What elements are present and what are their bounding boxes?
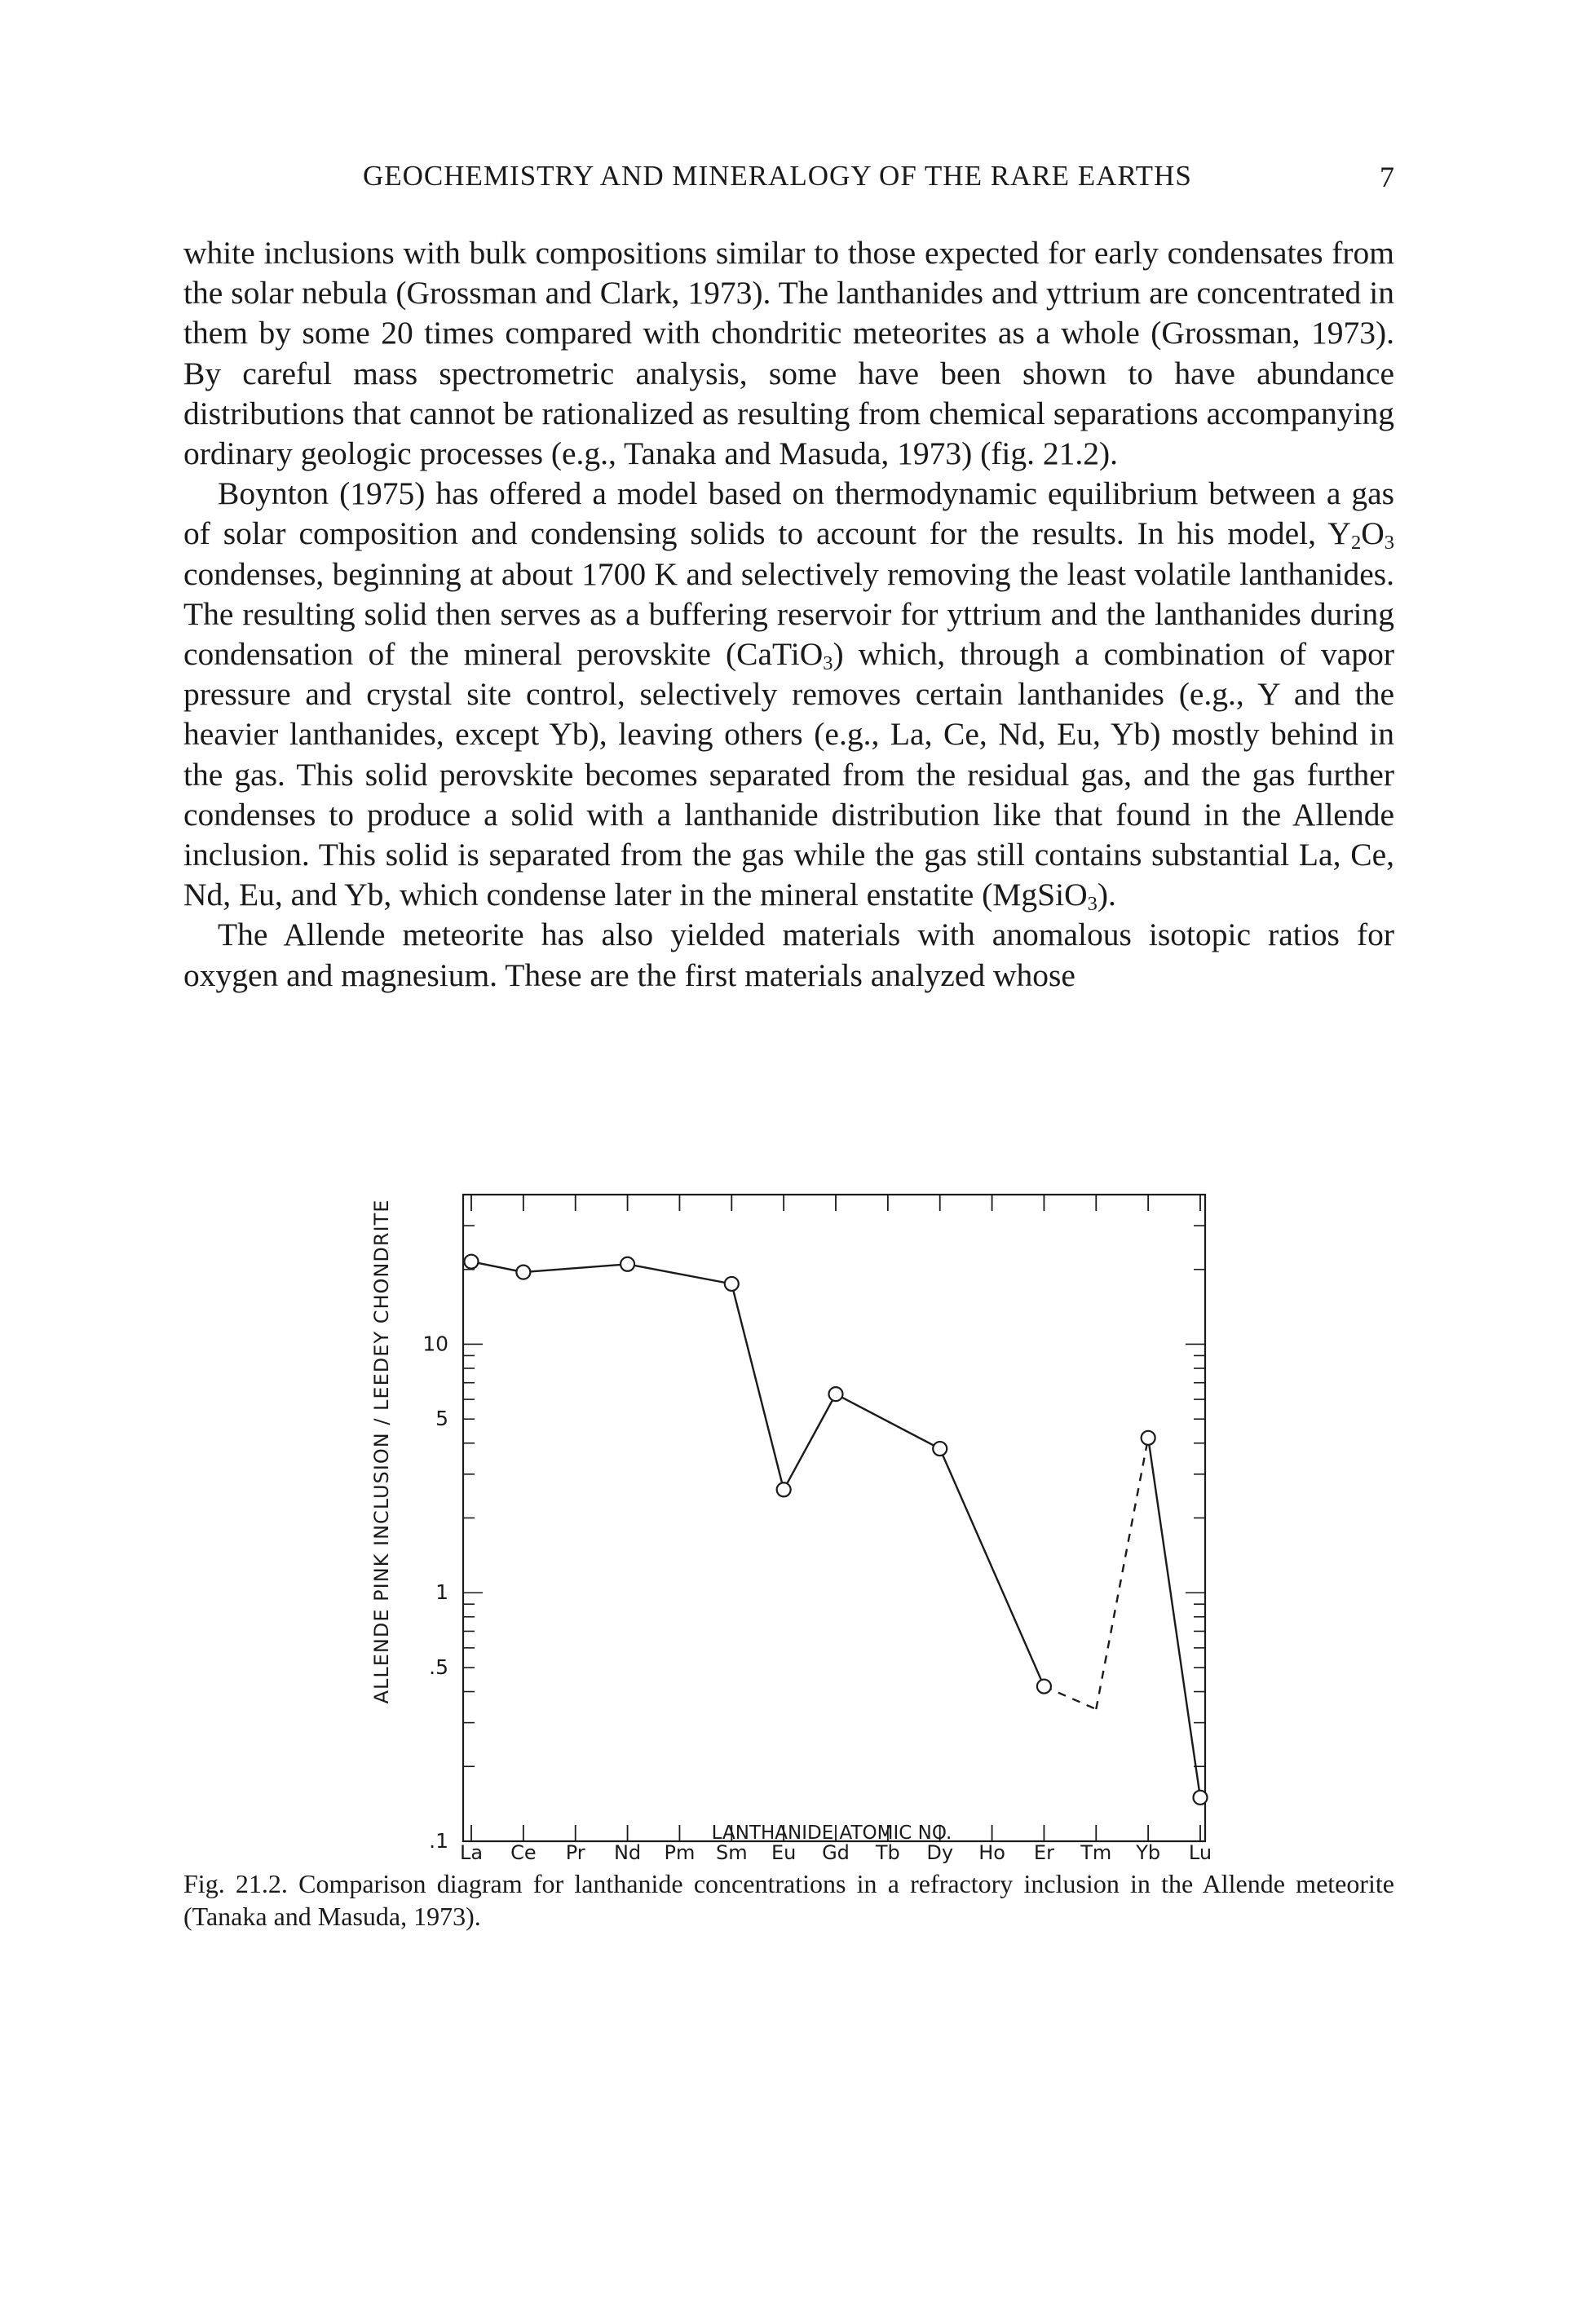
lanthanide-chart [0,1174,1590,1864]
x-tick-label: Eu [771,1841,797,1864]
subscript: 2 [1350,532,1362,554]
text-run: Boynton (1975) has offered a model based on thermodynamic equilibrium between a gas of solar composition and condensing solids to account for the results. In his model, Y [183,475,1394,552]
paragraph-1 [183,233,1394,474]
x-tick-label: Dy [926,1841,954,1864]
x-tick-label: Pr [565,1841,585,1864]
series-segment-sm-eu [731,1284,784,1489]
subscript: 3 [1384,532,1394,554]
data-point-ce [516,1266,530,1279]
series-segment-la-ce [471,1261,523,1272]
y-tick-label: .5 [429,1655,448,1679]
series-segment-gd-dy [836,1394,940,1449]
x-axis-title: LANTHANIDE ATOMIC NO. [711,1823,952,1844]
y-tick-label: 5 [435,1407,448,1431]
x-tick-label: Lu [1188,1841,1212,1864]
series-segment-yb-lu [1148,1438,1200,1797]
series-segment-tm-yb [1096,1438,1148,1709]
series-segment-eu-gd [784,1394,836,1490]
body-text [183,233,1394,996]
x-tick-label: Tb [875,1841,900,1864]
plot-frame [463,1195,1205,1841]
page-number: 7 [1380,161,1394,193]
text-run: The Allende meteorite has also yielded materials with anomalous isotopic ratios for oxygen and magnesium. These are the first materials analyzed whose [183,917,1394,993]
subscript: 3 [823,652,833,675]
y-tick-label: 10 [422,1332,448,1356]
paragraph-3 [183,915,1394,995]
x-tick-label: Ho [978,1841,1005,1864]
text-run: white inclusions with bulk compositions similar to those expected for early condensates from the solar nebula (Grossman and Clark, 1973). The lanthanides and yttrium are concentrated in them by some 20 times compared with chondritic meteorites as a whole (Grossman, 1973). By careful mass spectrometric analysis, some have been shown to have abundance distributions that cannot be rationalized as resulting from chemical separations accompanying ordinary geologic processes (e.g., Tanaka and Masuda, 1973) (fig. 21.2). [183,235,1394,472]
series-segment-dy-er [940,1449,1045,1687]
figure-caption: Fig. 21.2. Comparison diagram for lanthanide concentrations in a refractory inclusion in the Allende meteorite (Tanaka and Masuda, 1973). [183,1869,1394,1931]
data-point-yb [1142,1431,1155,1445]
text-run: condenses, beginning at about 1700 K and selectively removing the least volatile lanthanides. The resulting solid then serves as a buffering reservoir for yttrium and the lanthanides during condensation of the mineral perovskite (CaTiO [183,555,1394,673]
y-axis-title: ALLENDE PINK INCLUSION / LEEDEY CHONDRITE [370,1199,393,1704]
data-point-la [465,1255,479,1269]
text-run: ). [1097,877,1116,913]
x-tick-label: Gd [822,1841,850,1864]
x-tick-label: Tm [1080,1841,1112,1864]
x-tick-label: Nd [613,1841,642,1864]
series-segment-nd-sm [628,1264,732,1284]
y-tick-label: .1 [429,1829,448,1853]
series-segment-er-tm [1044,1686,1096,1709]
paragraph-2 [183,474,1394,915]
data-point-dy [933,1442,947,1456]
x-tick-label: Er [1033,1841,1054,1864]
x-tick-label: Yb [1136,1841,1161,1864]
data-point-eu [777,1482,791,1496]
data-point-nd [621,1257,634,1271]
running-title: GEOCHEMISTRY AND MINERALOGY OF THE RARE EARTHS [363,160,1192,192]
data-point-er [1037,1680,1051,1694]
text-run: O [1361,515,1385,552]
x-tick-label: La [459,1841,484,1864]
data-point-sm [725,1277,739,1291]
data-point-gd [829,1387,843,1401]
data-point-lu [1194,1791,1208,1805]
series-segment-ce-nd [523,1264,628,1272]
x-tick-label: Sm [715,1841,748,1864]
running-head [183,160,1394,199]
x-tick-label: Pm [664,1841,696,1864]
y-tick-label: 1 [435,1580,448,1605]
text-run: ) which, through a combination of vapor pressure and crystal site control, selectively removes certain lanthanides (e.g., Y and the heavier lanthanides, except Yb), leaving others (e.g., La, Ce, Nd, Eu, Yb) mostly behind in the gas. This solid perovskite becomes separated from the residual gas, and the gas further condenses to produce a solid with a lanthanide distribution like that found in the Allende inclusion. This solid is separated from the gas while the gas still contains substantial La, Ce, Nd, Eu, and Yb, which condense later in the mineral enstatite (MgSiO [183,636,1394,913]
figure-21-2 [0,1174,1590,1864]
x-tick-label: Ce [510,1841,537,1864]
subscript: 3 [1087,893,1098,916]
